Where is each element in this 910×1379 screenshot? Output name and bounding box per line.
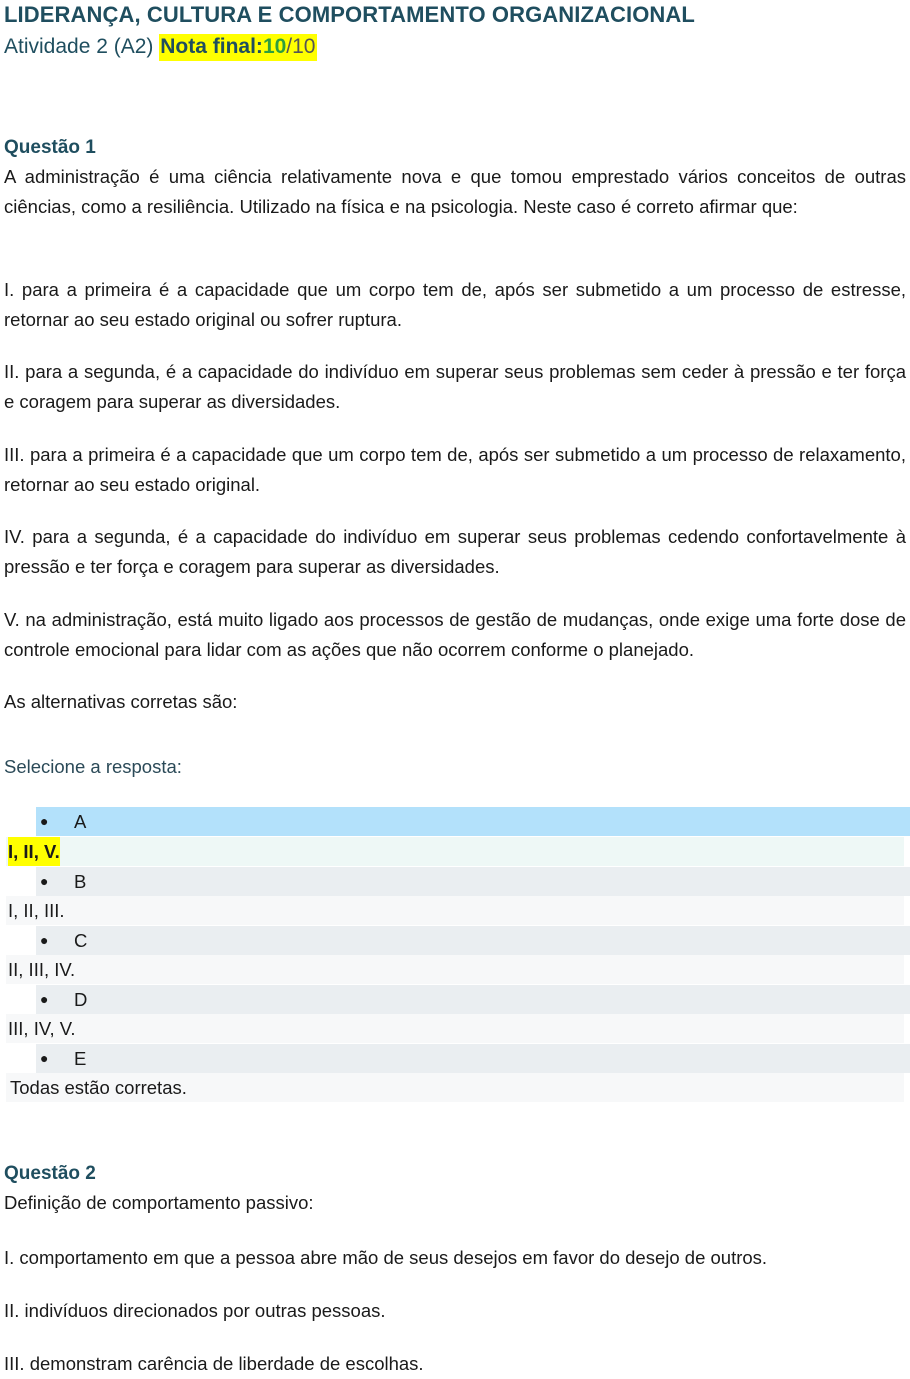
question-1-statement: A administração é uma ciência relativamente nova e que tomou emprestado vários conceitos de outras ciências, como a resiliência. Utilizado na física e na psicologia. Neste caso é correto afirmar que: [4,166,906,217]
question-1-item-2: II. para a segunda, é a capacidade do indivíduo em superar seus problemas sem ceder à pressão e ter força e coragem para superar as diversidades. [4,361,906,412]
option-letter: A [74,811,87,832]
question-1-item-5: V. na administração, está muito ligado aos processos de gestão de mudanças, onde exige uma forte dose de controle emocional para lidar com as ações que não ocorrem conforme o planejado. [4,609,906,660]
option-c-text-row[interactable] [6,955,904,984]
question-1-closing: As alternativas corretas são: [4,691,238,712]
question-1-item-3: III. para a primeira é a capacidade que um corpo tem de, após ser submetido a um processo de relaxamento, retornar ao seu estado original. [4,444,906,495]
option-text: II, III, IV. [8,959,76,980]
question-1-heading: Questão 1 [4,137,96,158]
option-b-text-row[interactable] [6,896,904,925]
option-text: Todas estão corretas. [10,1077,187,1098]
option-letter: D [74,989,88,1010]
final-grade-badge [159,34,316,61]
option-letter: E [74,1048,87,1069]
bullet-icon: ● [40,932,49,948]
option-d[interactable] [36,985,910,1014]
option-b[interactable] [36,867,910,896]
grade-label: Nota final: [160,35,263,58]
option-c[interactable] [36,926,910,955]
grade-score: 10 [262,35,287,58]
question-1-item-4: IV. para a segunda, é a capacidade do indivíduo em superar seus problemas cedendo confortavelmente à pressão e ter força e coragem para superar as diversidades. [4,526,906,577]
question-1-item-1: I. para a primeira é a capacidade que um corpo tem de, após ser submetido a um processo de estresse, retornar ao seu estado original ou sofrer ruptura. [4,279,906,330]
question-2-item-1: I. comportamento em que a pessoa abre mão de seus desejos em favor do desejo de outros. [4,1247,768,1268]
question-2-statement: Definição de comportamento passivo: [4,1192,314,1213]
question-2-item-3: III. demonstram carência de liberdade de escolhas. [4,1353,424,1374]
grade-max: /10 [286,35,316,58]
bullet-icon: ● [40,991,49,1007]
activity-subtitle [4,35,317,59]
question-2-item-2: II. indivíduos direcionados por outras pessoas. [4,1300,386,1321]
page-title: LIDERANÇA, CULTURA E COMPORTAMENTO ORGANIZACIONAL [4,2,695,27]
option-letter: C [74,930,88,951]
option-e-text-row[interactable] [6,1073,904,1102]
option-text: I, II, V. [8,837,60,866]
answer-prompt: Selecione a resposta: [4,756,182,777]
option-a[interactable] [36,807,910,836]
question-2-heading: Questão 2 [4,1163,96,1184]
option-letter: B [74,871,87,892]
option-d-text-row[interactable] [6,1014,904,1043]
option-e[interactable] [36,1044,910,1073]
option-text: I, II, III. [8,900,65,921]
option-text: III, IV, V. [8,1018,76,1039]
bullet-icon: ● [40,1050,49,1066]
option-a-text-row[interactable] [6,837,904,866]
activity-name: Atividade 2 (A2) [4,35,154,58]
bullet-icon: ● [40,813,49,829]
bullet-icon: ● [40,873,49,889]
